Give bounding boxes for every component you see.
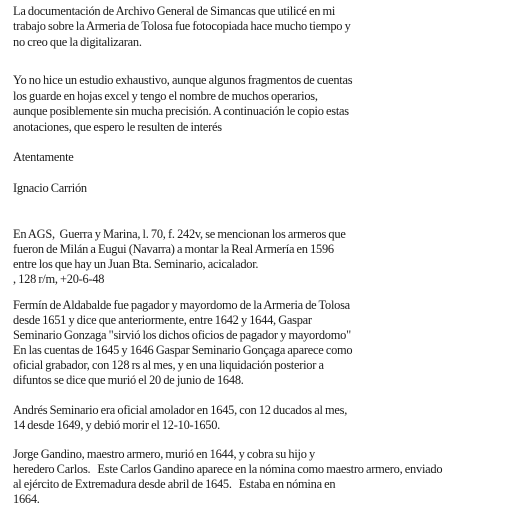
text-line: difuntos se dice que murió el 20 de junio de 1648.	[13, 373, 244, 387]
text-line: trabajo sobre la Armeria de Tolosa fue fotocopiada hace mucho tiempo y	[13, 19, 351, 33]
text-line: 1664.	[13, 492, 40, 506]
text-line: En las cuentas de 1645 y 1646 Gaspar Seminario Gonçaga aparece como	[13, 343, 353, 357]
text-line: 14 desde 1649, y debió morir el 12-10-1650.	[13, 418, 221, 432]
text-line: Andrés Seminario era oficial amolador en 1645, con 12 ducados al mes,	[13, 403, 348, 417]
text-line: oficial grabador, con 128 rs al mes, y en una liquidación posterior a	[13, 358, 324, 372]
text-line: En AGS, Guerra y Marina, l. 70, f. 242v, se mencionan los armeros que	[13, 227, 346, 241]
text-line: Yo no hice un estudio exhaustivo, aunque algunos fragmentos de cuentas	[13, 73, 353, 87]
text-line: Fermín de Aldabalde fue pagador y mayordomo de la Armeria de Tolosa	[13, 298, 350, 312]
text-line: anotaciones, que espero le resulten de interés	[13, 120, 222, 134]
text-line: Jorge Gandino, maestro armero, murió en 1644, y cobra su hijo y	[13, 447, 315, 461]
text-line: , 128 r/m, +20-6-48	[13, 272, 105, 286]
text-line: al ejército de Extremadura desde abril de 1645. Estaba en nómina en	[13, 477, 336, 491]
closing: Atentamente	[13, 150, 74, 164]
text-line: aunque posiblemente sin mucha precisión. A continuación le copio estas	[13, 104, 349, 118]
text-line: La documentación de Archivo General de Simancas que utilicé en mi	[13, 4, 336, 18]
text-line: Seminario Gonzaga "sirvió los dichos oficios de pagador y mayordomo"	[13, 328, 351, 342]
text-line: los guarde en hojas excel y tengo el nombre de muchos operarios,	[13, 89, 318, 103]
signature: Ignacio Carrión	[13, 181, 87, 195]
text-line: heredero Carlos. Este Carlos Gandino aparece en la nómina como maestro armero, enviado	[13, 462, 443, 476]
text-line: entre los que hay un Juan Bta. Seminario, acicalador.	[13, 257, 259, 271]
text-line: fueron de Milán a Eugui (Navarra) a montar la Real Armería en 1596	[13, 242, 334, 256]
text-line: desde 1651 y dice que anteriormente, entre 1642 y 1644, Gaspar	[13, 313, 312, 327]
text-line: no creo que la digitalizaran.	[13, 35, 142, 49]
